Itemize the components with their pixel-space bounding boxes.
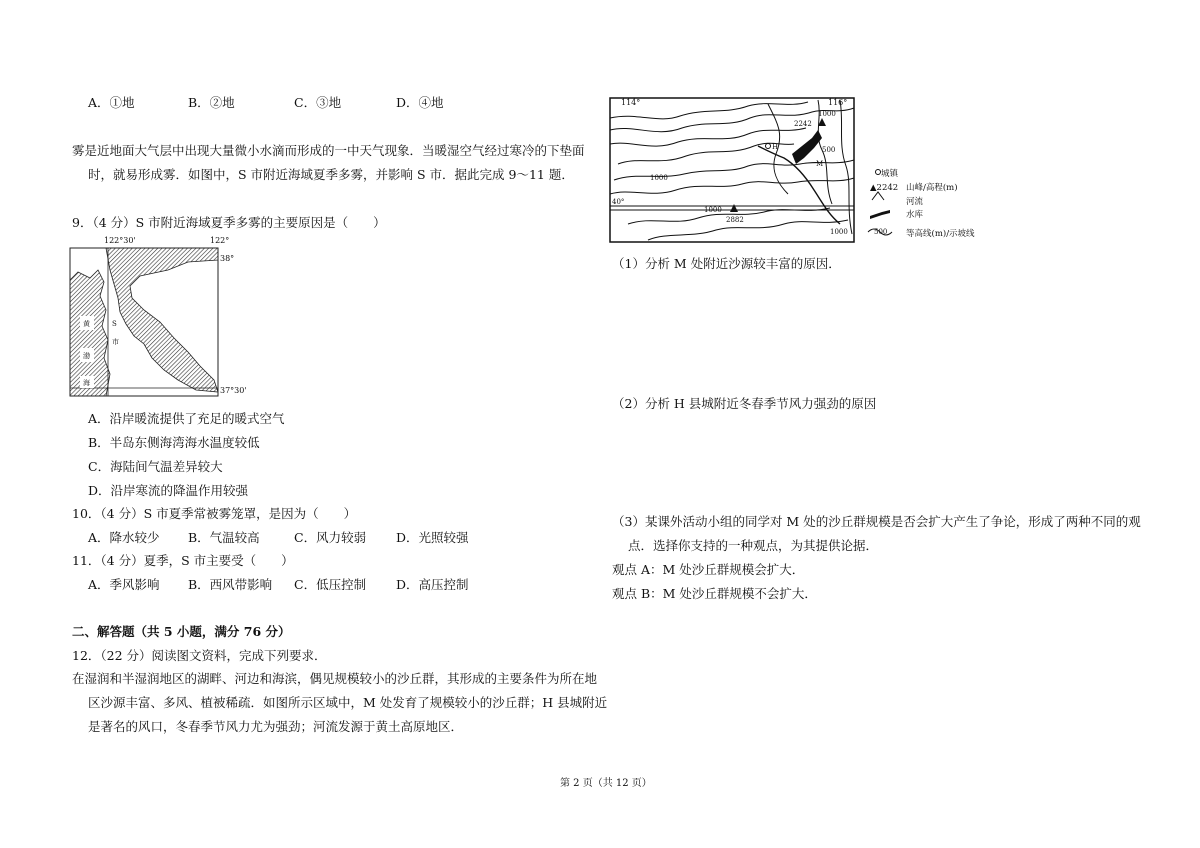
legend-contour-label: 等高线(m)/示坡线 <box>906 229 975 239</box>
q10-stem: 10．（4 分）S 市夏季常被雾笼罩，是因为（ ） <box>72 506 357 521</box>
legend-reservoir-icon <box>870 210 890 219</box>
m-label: M <box>816 160 824 168</box>
q9-option-b: B．半岛东侧海湾海水温度较低 <box>88 435 260 450</box>
sea-label-3: 海 <box>83 379 90 387</box>
legend-peak-row <box>870 182 898 194</box>
topographic-map <box>608 94 856 244</box>
q12-para-3: 是著名的风口，冬春季节风力尤为强劲；河流发源于黄土高原地区． <box>88 719 464 734</box>
legend-town-label: 城镇 <box>881 169 899 179</box>
legend-peak-value: 2242 <box>876 183 899 193</box>
contour-label-1: 1000 <box>818 110 836 118</box>
q9-option-c: C．海陆间气温差异较大 <box>88 459 223 474</box>
contour-label-5: 500 <box>822 146 836 154</box>
legend-town-icon <box>876 170 881 175</box>
q9-option-d: D．沿岸寒流的降温作用较强 <box>88 483 249 498</box>
page-footer: 第 2 页（共 12 页） <box>560 778 652 789</box>
view-a: 观点 A：M 处沙丘群规模会扩大． <box>612 562 805 577</box>
q8-option-d: D．④地 <box>396 95 444 110</box>
q11-option-b: B．西风带影响 <box>188 577 273 592</box>
town-h-label: H <box>772 143 779 151</box>
sea-label-1: 黄 <box>83 320 90 328</box>
peninsula-map <box>68 240 258 400</box>
q10-option-c: C．风力较弱 <box>294 530 367 545</box>
map1-lat-bottom: 37°30' <box>220 386 247 395</box>
q10-option-d: D．光照较强 <box>396 530 469 545</box>
peak-2-label: 2882 <box>726 216 744 224</box>
q9-option-a: A．沿岸暖流提供了充足的暖式空气 <box>88 411 285 426</box>
contour-label-2: 1000 <box>650 174 668 182</box>
q11-option-c: C．低压控制 <box>294 577 367 592</box>
peak-1-label: 2242 <box>794 120 812 128</box>
legend-reservoir-label: 水库 <box>906 210 924 220</box>
contour-label-4: 1000 <box>830 228 848 236</box>
q9-stem: 9．（4 分）S 市附近海域夏季多雾的主要原因是（ ） <box>72 215 386 230</box>
intro-line-1: 雾是近地面大气层中出现大量微小水滴而形成的一中天气现象．当暖湿空气经过寒冷的下垫面 <box>72 143 585 158</box>
legend-contour-value: 500 <box>874 228 888 236</box>
contour-label-3: 1000 <box>704 206 722 214</box>
q11-option-a: A．季风影响 <box>88 577 160 592</box>
map2-lon-right: 116° <box>828 98 848 107</box>
view-b: 观点 B：M 处沙丘群规模不会扩大． <box>612 586 817 601</box>
q12-sub-2: （2）分析 H 县城附近冬春季节风力强劲的原因 <box>612 396 877 411</box>
map2-lat-label: 40° <box>612 198 625 206</box>
q12-sub-1: （1）分析 M 处附近沙源较丰富的原因． <box>612 256 841 271</box>
map1-lon-right: 122° <box>210 236 230 245</box>
q10-option-b: B．气温较高 <box>188 530 260 545</box>
sea-label-2: 渤 <box>83 352 90 360</box>
legend-peak-label: 山峰/高程(m) <box>906 183 958 193</box>
q11-stem: 11．（4 分）夏季，S 市主要受（ ） <box>72 553 294 568</box>
legend-peak-icon: ▲ <box>870 183 877 193</box>
q8-option-a: A．①地 <box>88 95 135 110</box>
q8-option-b: B．②地 <box>188 95 235 110</box>
q8-option-c: C．③地 <box>294 95 342 110</box>
q12-para-2: 区沙源丰富、多风、植被稀疏．如图所示区域中，M 处发育了规模较小的沙丘群；H 县城附近 <box>88 695 608 710</box>
q12-stem: 12．（22 分）阅读图文资料，完成下列要求． <box>72 648 327 663</box>
q12-sub-3-line-1: （3）某课外活动小组的同学对 M 处的沙丘群规模是否会扩大产生了争论，形成了两种不同的观 <box>612 514 1141 529</box>
q10-option-a: A．降水较少 <box>88 530 160 545</box>
q11-option-d: D．高压控制 <box>396 577 469 592</box>
map1-lon-left: 122°30' <box>104 236 136 245</box>
map1-lat-top: 38° <box>220 254 235 263</box>
intro-line-2: 时，就易形成雾．如图中，S 市附近海域夏季多雾，并影响 S 市．据此完成 9～11 题． <box>88 167 574 182</box>
city-label-shi: 市 <box>112 338 119 346</box>
q12-para-1: 在湿润和半湿润地区的湖畔、河边和海滨，偶见规模较小的沙丘群，其形成的主要条件为所在地 <box>72 671 598 686</box>
q12-sub-3-line-2: 点．选择你支持的一种观点，为其提供论据． <box>628 538 879 553</box>
legend-river-label: 河流 <box>906 197 924 207</box>
section-heading: 二、解答题（共 5 小题，满分 76 分） <box>72 624 291 639</box>
map2-lon-left: 114° <box>621 98 641 107</box>
city-label-s: S <box>112 320 117 328</box>
